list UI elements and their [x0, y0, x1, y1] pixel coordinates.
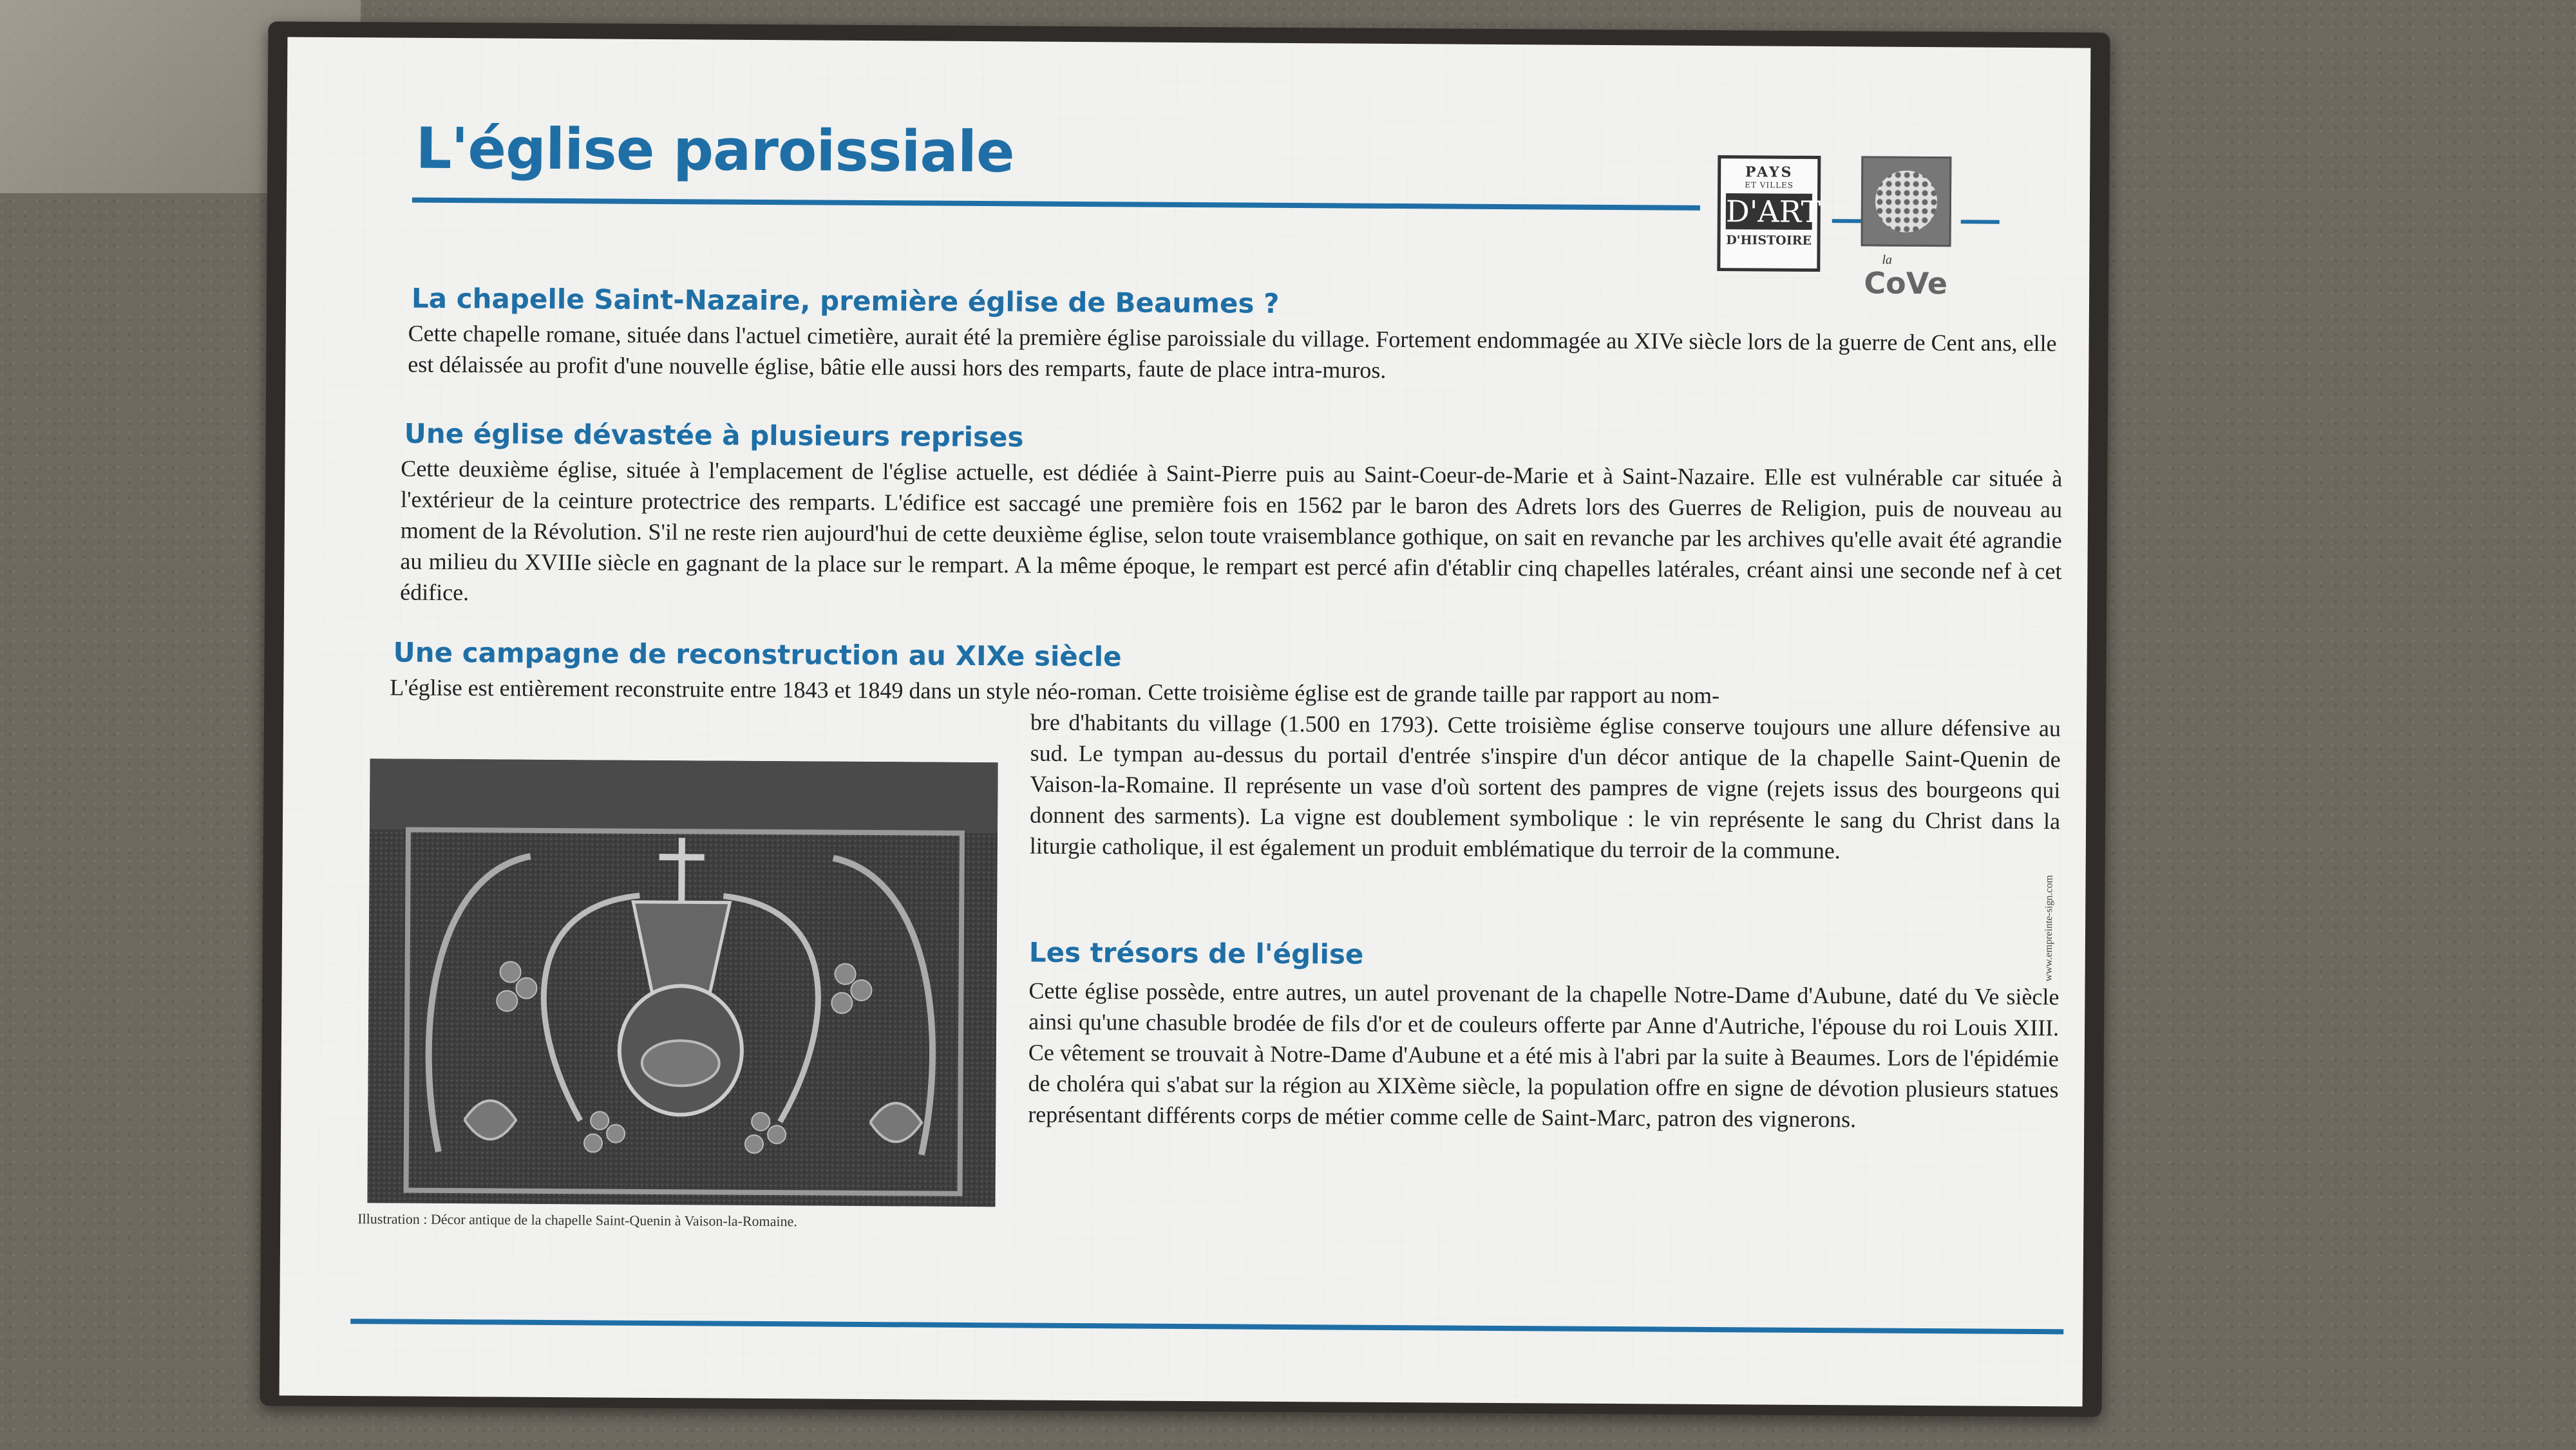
bottom-rule	[350, 1319, 2063, 1334]
info-panel	[279, 37, 2091, 1406]
photo-caption: Illustration : Décor antique de la chapelle Saint-Quenin à Vaison-la-Romaine.	[357, 1210, 797, 1230]
logo-rule-right	[1961, 220, 2000, 223]
section-text-4: Cette église possède, entre autres, un autel provenant de la chapelle Notre-Dame d'Aubune, daté du Ve siècle ainsi qu'une chasuble brodée de fils d'or et de couleurs offerte par Anne d'Autriche, l'épouse du roi Louis XIII. Ce vêtement se trouvait à Notre-Dame d'Aubune et a été mis à l'abri par la suite à Beaumes. Lors de l'épidémie de choléra qui s'abat sur la région au XIXème siècle, la population offre en signe de dévotion plusieurs statues représentant différents corps de métier comme celle de Saint-Marc, patron des vignerons.	[1028, 977, 2060, 1133]
title-rule	[412, 198, 1700, 211]
section-heading-2: Une église dévastée à plusieurs reprises	[404, 417, 1024, 453]
section-text-1: Cette chapelle romane, située dans l'actuel cimetière, aurait été la première église paroissiale du village. Fortement endommagée au XIVe siècle lors de la guerre de Cent ans, elle est délaissée au profit d'une nouvelle église, bâtie elle aussi hors des remparts, faute de place intra-muros.	[408, 320, 2057, 383]
panel-title: L'église paroissiale	[415, 115, 1014, 185]
section-heading-3: Une campagne de reconstruction au XIXe siècle	[393, 636, 1122, 673]
carved-relief-photo	[367, 758, 998, 1207]
section-text-2: Cette deuxième église, située à l'emplacement de l'église actuelle, est dédiée à Saint-Pierre puis au Saint-Coeur-de-Marie et à Saint-Nazaire. Elle est vulnérable car située à l'extérieur de la ceinture protectrice des remparts. L'édifice est saccagé une première fois en 1562 par le baron des Adrets lors des Guerres de Religion, puis de nouveau au moment de la Révolution. S'il ne reste rien aujourd'hui de cette deuxième église, selon toute vraisemblance gothique, on sait en revanche par les archives qu'elle avait été agrandie au milieu du XVIIIe siècle en gagnant de la place sur le rempart. A la même époque, le rempart est percé afin d'établir cinq chapelles latérales, créant ainsi une seconde nef à cet édifice.	[400, 455, 2063, 606]
pays-art-histoire-logo: PAYS ET VILLES D'ART D'HISTOIRE	[1717, 155, 1821, 272]
maker-credit: www.empreinte-sign.com	[2043, 875, 2055, 982]
cove-logo: la CoVe	[1857, 156, 1955, 259]
section-text-3-top: L'église est entièrement reconstruite entre 1843 et 1849 dans un style néo-roman. Cette troisième église est de grande taille par rapport au nom-	[390, 674, 1720, 709]
section-heading-1: La chapelle Saint-Nazaire, première église de Beaumes ?	[411, 282, 1280, 319]
section-text-3: bre d'habitants du village (1.500 en 1793). Cette troisième église conserve toujours une allure défensive au sud. Le tympan au-dessus du portail d'entrée s'inspire d'un décor antique de la chapelle Saint-Quenin de Vaison-la-Romaine. Il représente un vase d'où sortent des pampres de vigne (rejets issus des bourgeons qui donnent des sarments). La vigne est doublement symbolique : le vin représente le sang du Christ dans la liturgie catholique, il est également un produit emblématique du terroir de la commune.	[1029, 709, 2061, 864]
cove-badge-icon	[1861, 156, 1952, 247]
section-heading-4: Les trésors de l'église	[1028, 936, 1364, 970]
